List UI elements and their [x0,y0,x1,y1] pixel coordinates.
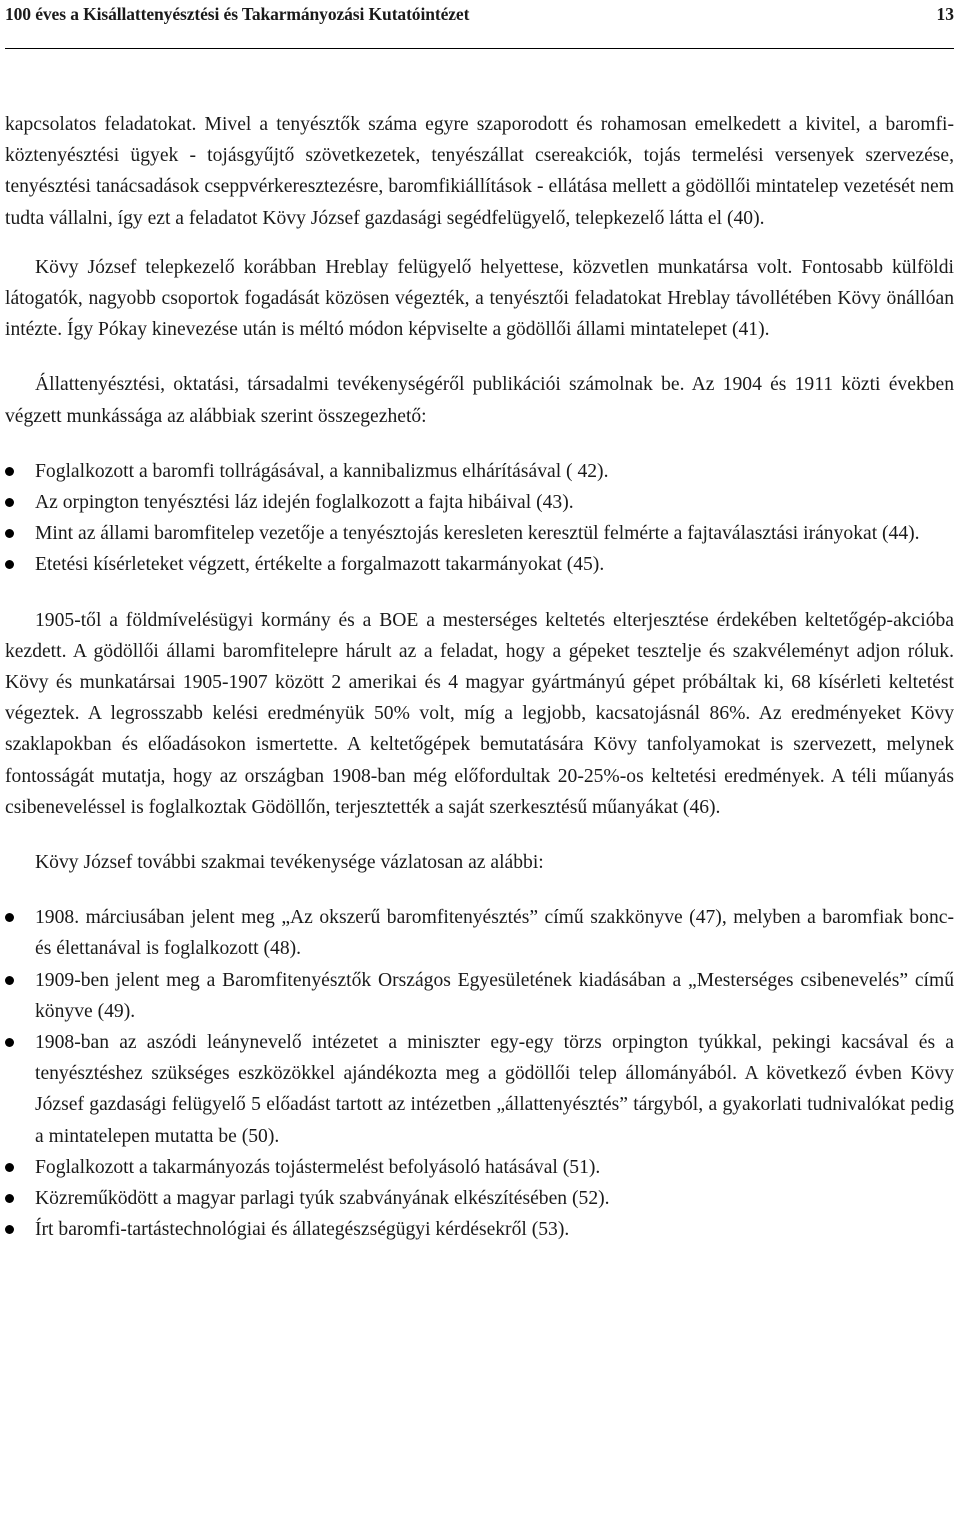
list-item [5,902,954,964]
bullet-icon [5,1038,14,1047]
paragraph-2: Kövy József telepkezelő korábban Hreblay felügyelő helyettese, közvetlen munkatársa volt. Fontosabb külföldi látogatók, nagyobb csoportok fogadását közösen végezték, a tenyésztői feladatokat Hreblay távollétében Kövy önállóan intézte. Így Pókay kinevezése után is méltó módon képviselte a gödöllői állami mintatelepet (41). [5,256,954,341]
bullet-icon [5,1225,14,1234]
bullet-icon [5,1194,14,1203]
list-item-text: 1908-ban az aszódi leánynevelő intézetet a miniszter egy-egy törzs orpington tyúkkal, pekingi kacsával és a tenyésztéshez szükséges eszközökkel ajándékozta meg a gödöllői telep állományából. A következő évben Kövy József gazdasági felügyelő 5 előadást tartott az intézetben „állattenyésztés” tárgyból, a gyakorlati tudnivalókat pedig a mintatelepen mutatta be (50). [35,1032,954,1147]
list-item [5,456,954,487]
list-item-text: Az orpington tenyésztési láz idején foglalkozott a fajta hibáival (43). [35,492,574,514]
paragraph-5: Kövy József további szakmai tevékenysége vázlatosan az alábbi: [35,852,544,874]
list-item [5,518,954,549]
list-item-text: Közreműködött a magyar parlagi tyúk szabványának elkészítésében (52). [35,1188,610,1210]
list-item [5,965,954,1027]
list-item [5,487,954,518]
list-item [5,1152,954,1183]
bullet-icon [5,913,14,922]
paragraph-3: Állattenyésztési, oktatási, társadalmi tevékenységéről publikációi számolnak be. Az 1904 és 1911 közti években végzett munkássága az alábbiak szerint összegezhető: [5,374,954,427]
list-item-text: Foglalkozott a takarmányozás tojástermelést befolyásoló hatásával (51). [35,1156,601,1178]
bullet-icon [5,529,14,538]
list-item-text: 1909-ben jelent meg a Baromfitenyésztők Országos Egyesületének kiadásában a „Mesterséges csibenevelés” című könyve (49). [35,969,954,1022]
list-item [5,1183,954,1214]
running-header [5,0,954,49]
list-item [5,1214,954,1245]
list-item [5,1027,954,1152]
list-item-text: Írt baromfi-tartástechnológiai és állategészségügyi kérdésekről (53). [35,1219,570,1241]
header-title: 100 éves a Kisállattenyésztési és Takarmányozási Kutatóintézet [5,4,470,24]
list-item-text: Etetési kísérleteket végzett, értékelte a forgalmazott takarmányokat (45). [35,554,605,576]
bullet-icon [5,498,14,507]
bullet-icon [5,976,14,985]
bullet-list-2 [5,902,954,1245]
paragraph-4: 1905-től a földmívelésügyi kormány és a BOE a mesterséges keltetés elterjesztése érdekében keltetőgép-akcióba kezdett. A gödöllői állami baromfitelepre hárult az a feladat, hogy a gépeket tesztelje és szakvéleményt adjon róluk. Kövy és munkatársai 1905-1907 között 2 amerikai és 4 magyar gyártmányú gépet próbáltak ki, 68 kísérleti keltetést végeztek. A legrosszabb kelési eredményük 50% volt, míg a legjobb, kacsatojásnál 86%. Az eredményeket Kövy szaklapokban és előadásokon ismertette. A keltetőgépek bemutatására Kövy tanfolyamokat is szervezett, melynek fontosságát mutatja, hogy az országban 1908-ban még előfordultak 20-25%-os keltetési eredmények. A téli műanyás csibeneveléssel is foglalkoztak Gödöllőn, terjesztették a saját szerkesztésű műanyákat (46). [5,609,954,818]
bullet-icon [5,560,14,569]
bullet-icon [5,467,14,476]
list-item-text: Foglalkozott a baromfi tollrágásával, a kannibalizmus elhárításával ( 42). [35,460,609,482]
paragraph-1: kapcsolatos feladatokat. Mivel a tenyésztők száma egyre szaporodott és rohamosan emelkedett a kivitel, a baromfi-köztenyésztési ügyek - tojásgyűjtő szövetkezetek, tenyészállat csereakciók, tojás termelési versenyek szervezése, tenyésztési tanácsadások cseppvérkeresztezésre, baromfikiállítások - ellátása mellett a gödöllői mintatelep vezetését nem tudta vállalni, így ezt a feladatot Kövy József gazdasági segédfelügyelő, telepkezelő látta el (40). [5,114,954,229]
list-item-text: Mint az állami baromfitelep vezetője a tenyésztojás keresleten keresztül felmérte a fajtaválasztási irányokat (44). [35,523,920,545]
bullet-icon [5,1163,14,1172]
list-item-text: 1908. márciusában jelent meg „Az okszerű baromfitenyésztés” című szakkönyve (47), melyben a baromfiak bonc- és élettanával is foglalkozott (48). [35,907,954,960]
bullet-list-1 [5,456,954,581]
page-number: 13 [936,4,954,24]
list-item [5,549,954,580]
